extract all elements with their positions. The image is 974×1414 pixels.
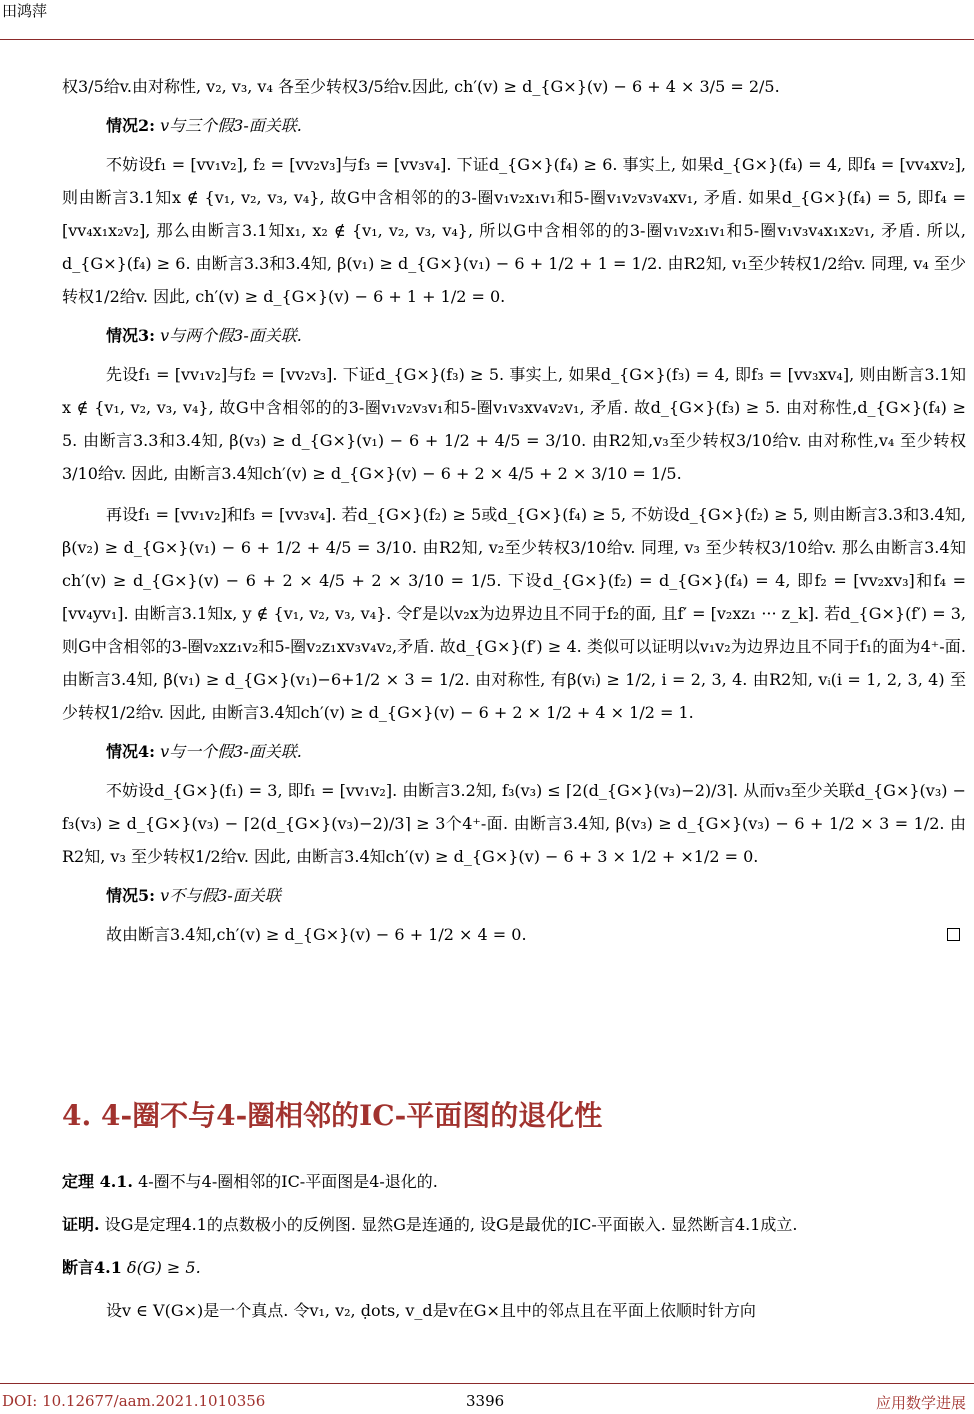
- paragraph-case1-end: 权3/5给v.由对称性, v₂, v₃, v₄ 各至少转权3/5给v.因此, ch′(v) ≥ d_{G×}(v) − 6 + 4 × 3/5 = 2/5.: [62, 77, 780, 96]
- case3-text: v与两个假3-面关联.: [155, 326, 302, 345]
- proof-label: 证明.: [62, 1215, 100, 1234]
- proof-text: 设G是定理4.1的点数极小的反例图. 显然G是连通的, 设G是最优的IC-平面嵌入. 显然断言4.1成立.: [99, 1215, 798, 1234]
- header-divider: [0, 39, 974, 40]
- case5-line: [62, 918, 966, 951]
- section-title: 4. 4-圈不与4-圈相邻的IC-平面图的退化性: [62, 1099, 603, 1132]
- case5-heading: [106, 879, 966, 912]
- case3-heading: [106, 319, 966, 352]
- claim-label: 断言4.1: [62, 1258, 122, 1277]
- theorem: [62, 1165, 966, 1198]
- footer-divider: [0, 1383, 974, 1384]
- section-content: [62, 1165, 966, 1337]
- case2-label: 情况2:: [106, 116, 156, 135]
- theorem-text: 4-圈不与4-圈相邻的IC-平面图是4-退化的.: [132, 1172, 438, 1191]
- page-number: 3396: [466, 1392, 505, 1410]
- proof: [62, 1208, 966, 1241]
- case5-label: 情况5:: [106, 886, 156, 905]
- paragraph-case2: 不妨设f₁ = [vv₁v₂], f₂ = [vv₂v₃]与f₃ = [vv₃v₄]. 下证d_{G×}(f₄) ≥ 6. 事实上, 如果d_{G×}(f₄) = 4, 即f₄ = [vv₄xv₂], 则由断言3.1知x ∉ {v₁, v₂, v₃, v₄}, 故G中含相邻的的3-圈v₁v₂x₁v₁和5-圈v₁v₂v₃v₄xv₁, 矛盾. 如果d_{G×}(f₄) = 5, 即f₄ = [vv₄x₁x₂v₂], 那么由断言3.1知x₁, x₂ ∉ {v₁, v₂, v₃, v₄}, 所以G中含相邻的的3-圈v₁v₂x₁v₁和5-圈v₁v₃v₄x₁x₂v₁, 矛盾. 所以, d_{G×}(f₄) ≥ 6. 由断言3.3和3.4知, β(v₁) ≥ d_{G×}(v₁) − 6 + 1/2 + 1 = 1/2. 由R2知, v₁至少转权1/2给v. 同理, v₄ 至少转权1/2给v. 因此, ch′(v) ≥ d_{G×}(v) − 6 + 1 + 1/2 = 0.: [62, 155, 966, 306]
- last-paragraph: 设v ∈ V(G×)是一个真点. 令v₁, v₂, ḍots, v_d是v在G×且中的邻点且在平面上依顺时针方向: [106, 1301, 756, 1320]
- paragraph-case5: 故由断言3.4知,ch′(v) ≥ d_{G×}(v) − 6 + 1/2 × 4 = 0.: [106, 925, 527, 944]
- case4-text: v与一个假3-面关联.: [155, 742, 302, 761]
- case4-label: 情况4:: [106, 742, 156, 761]
- case3-label: 情况3:: [106, 326, 156, 345]
- header-author: 田鸿萍: [2, 2, 48, 20]
- footer-doi[interactable]: DOI: 10.12677/aam.2021.1010356: [2, 1392, 266, 1410]
- case4-heading: [106, 735, 966, 768]
- paragraph-case3-b: 再设f₁ = [vv₁v₂]和f₃ = [vv₃v₄]. 若d_{G×}(f₂) ≥ 5或d_{G×}(f₄) ≥ 5, 不妨设d_{G×}(f₂) ≥ 5, 则由断言3.3和3.4知, β(v₂) ≥ d_{G×}(v₁) − 6 + 1/2 + 4/5 = 3/10. 由R2知, v₂至少转权3/10给v. 同理, v₃ 至少转权3/10给v. 那么由断言3.4知ch′(v) ≥ d_{G×}(v) − 6 + 2 × 4/5 + 2 × 3/10 = 1/5. 下设d_{G×}(f₂) = d_{G×}(f₄) = 4, 即f₂ = [vv₂xv₃]和f₄ = [vv₄yv₁]. 由断言3.1知x, y ∉ {v₁, v₂, v₃, v₄}. 令f′是以v₂x为边界边且不同于f₂的面, 且f′ = [v₂xz₁ ··· z_k]. 若d_{G×}(f′) = 3, 则G中含相邻的3-圈v₂xz₁v₂和5-圈v₂z₁xv₃v₄v₂,矛盾. 故d_{G×}(f′) ≥ 4. 类似可以证明以v₁v₂为边界边且不同于f₁的面为4⁺-面. 由断言3.4知, β(v₁) ≥ d_{G×}(v₁)−6+1/2 × 3 = 1/2. 由对称性, 有β(vᵢ) ≥ 1/2, i = 2, 3, 4. 由R2知, vᵢ(i = 1, 2, 3, 4) 至少转权1/2给v. 因此, 由断言3.4知ch′(v) ≥ d_{G×}(v) − 6 + 2 × 1/2 + 4 × 1/2 = 1.: [62, 505, 966, 722]
- journal-name: 应用数学进展: [875, 1394, 966, 1412]
- claim-text: δ(G) ≥ 5.: [121, 1258, 201, 1277]
- claim: [62, 1251, 966, 1284]
- theorem-label: 定理 4.1.: [62, 1172, 133, 1191]
- case2-text: v与三个假3-面关联.: [155, 116, 302, 135]
- qed-box-icon: [947, 928, 960, 941]
- main-content: [62, 70, 966, 951]
- case5-text: v不与假3-面关联: [155, 886, 281, 905]
- case2-heading: [106, 109, 966, 142]
- paragraph-case3-a: 先设f₁ = [vv₁v₂]与f₂ = [vv₂v₃]. 下证d_{G×}(f₃) ≥ 5. 事实上, 如果d_{G×}(f₃) = 4, 即f₃ = [vv₃xv₄], 则由断言3.1知x ∉ {v₁, v₂, v₃, v₄}, 故G中含相邻的的3-圈v₁v₂v₃v₁和5-圈v₁v₃xv₄v₂v₁, 矛盾. 故d_{G×}(f₃) ≥ 5. 由对称性,d_{G×}(f₄) ≥ 5. 由断言3.3和3.4知, β(v₃) ≥ d_{G×}(v₁) − 6 + 1/2 + 4/5 = 3/10. 由R2知,v₃至少转权3/10给v. 由对称性,v₄ 至少转权3/10给v. 因此, 由断言3.4知ch′(v) ≥ d_{G×}(v) − 6 + 2 × 4/5 + 2 × 3/10 = 1/5.: [62, 365, 966, 483]
- paragraph-case4: 不妨设d_{G×}(f₁) = 3, 即f₁ = [vv₁v₂]. 由断言3.2知, f₃(v₃) ≤ ⌈2(d_{G×}(v₃)−2)/3⌉. 从而v₃至少关联d_{G×}(v₃) − f₃(v₃) ≥ d_{G×}(v₃) − ⌈2(d_{G×}(v₃)−2)/3⌉ ≥ 3个4⁺-面. 由断言3.4知, β(v₃) ≥ d_{G×}(v₃) − 6 + 1/2 × 3 = 1/2. 由R2知, v₃ 至少转权1/2给v. 因此, 由断言3.4知ch′(v) ≥ d_{G×}(v) − 6 + 3 × 1/2 + ×1/2 = 0.: [62, 781, 966, 866]
